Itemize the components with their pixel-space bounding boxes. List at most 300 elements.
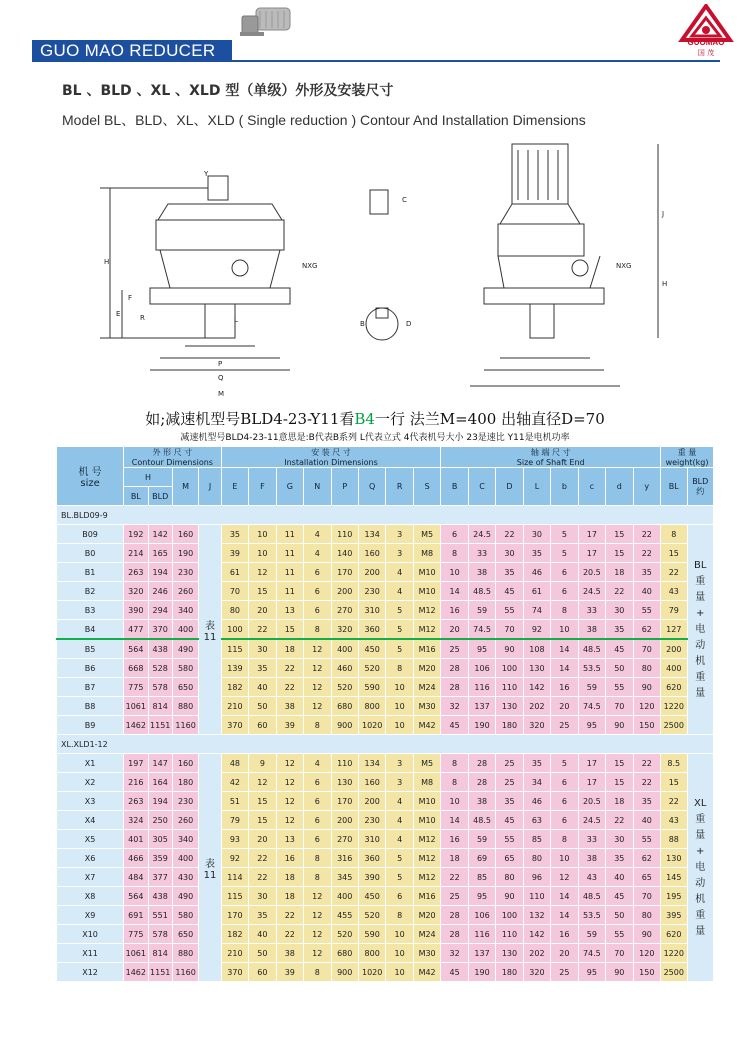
value-cell: 142 [148, 525, 172, 544]
value-cell: 62 [633, 620, 661, 640]
value-cell: 24.5 [578, 582, 605, 601]
value-cell: 106 [468, 906, 495, 925]
value-cell: 145 [661, 868, 687, 887]
value-cell: 25 [496, 773, 523, 792]
value-cell: 246 [148, 582, 172, 601]
value-cell: 520 [331, 678, 358, 697]
value-cell: 70 [606, 944, 633, 963]
value-cell: 1220 [661, 944, 687, 963]
header-col-d: D [496, 468, 523, 506]
value-cell: 390 [124, 601, 148, 620]
header-h: H [124, 468, 173, 487]
value-cell: 197 [124, 754, 148, 773]
value-cell: 400 [661, 659, 687, 678]
value-cell: 40 [249, 678, 276, 697]
value-cell: 170 [221, 906, 248, 925]
header-weight-en: weight(kg) [665, 458, 709, 467]
value-cell: 35 [496, 563, 523, 582]
value-cell: 10 [386, 678, 413, 697]
value-cell: 4 [304, 525, 331, 544]
value-cell: 80 [523, 849, 550, 868]
value-cell: 6 [551, 582, 578, 601]
value-cell: 6 [304, 563, 331, 582]
value-cell: 430 [172, 868, 198, 887]
value-cell: 200 [358, 563, 385, 582]
value-cell: 680 [331, 697, 358, 716]
value-cell: M12 [413, 868, 441, 887]
table-row [57, 830, 714, 849]
value-cell: 70 [606, 697, 633, 716]
value-cell: 170 [331, 792, 358, 811]
value-cell: 650 [172, 678, 198, 697]
value-cell: 1151 [148, 963, 172, 982]
value-cell: 28 [468, 773, 495, 792]
value-cell: 40 [606, 868, 633, 887]
value-cell: 55 [606, 925, 633, 944]
value-cell: 35 [606, 620, 633, 640]
label-h-right: H [662, 280, 668, 288]
value-cell: 55 [606, 678, 633, 697]
value-cell: 6 [551, 811, 578, 830]
value-cell: 160 [358, 773, 385, 792]
value-cell: 620 [661, 678, 687, 697]
value-cell: 370 [221, 716, 248, 735]
value-cell: 650 [172, 925, 198, 944]
header-weight-bld: BLD 约 [687, 468, 714, 506]
value-cell: 250 [148, 811, 172, 830]
value-cell: 165 [148, 544, 172, 563]
value-cell: M12 [413, 620, 441, 640]
value-cell: 110 [331, 525, 358, 544]
value-cell: 1462 [124, 716, 148, 735]
label-y: Y [204, 170, 209, 178]
value-cell: 20.5 [578, 563, 605, 582]
value-cell: 170 [331, 563, 358, 582]
value-cell: 164 [148, 773, 172, 792]
value-cell: 20.5 [578, 792, 605, 811]
size-cell: B1 [57, 563, 124, 582]
value-cell: 33 [578, 830, 605, 849]
value-cell: 10 [386, 716, 413, 735]
value-cell: 310 [358, 601, 385, 620]
table-header [57, 447, 714, 506]
value-cell: 20 [441, 620, 468, 640]
value-cell: 620 [661, 925, 687, 944]
value-cell: 230 [358, 811, 385, 830]
value-cell: 127 [661, 620, 687, 640]
table-row [57, 697, 714, 716]
value-cell: 5 [551, 525, 578, 544]
size-cell: B3 [57, 601, 124, 620]
value-cell: 74.5 [578, 944, 605, 963]
value-cell: 455 [331, 906, 358, 925]
value-cell: 16 [551, 925, 578, 944]
value-cell: 35 [221, 525, 248, 544]
value-cell: 15 [606, 754, 633, 773]
value-cell: 48.5 [578, 639, 605, 659]
label-c: C [402, 196, 407, 204]
header-col-f: F [249, 468, 276, 506]
value-cell: 180 [496, 963, 523, 982]
value-cell: 190 [468, 963, 495, 982]
size-cell: X11 [57, 944, 124, 963]
value-cell: 880 [172, 697, 198, 716]
value-cell: 12 [249, 563, 276, 582]
note-suffix: 一行 法兰M=400 出轴直径D=70 [374, 410, 605, 428]
value-cell: 132 [523, 906, 550, 925]
label-nxg: NXG [302, 262, 318, 270]
value-cell: 74.5 [468, 620, 495, 640]
value-cell: 4 [386, 792, 413, 811]
header-m: M [172, 468, 198, 506]
value-cell: 35 [633, 792, 661, 811]
value-cell: 900 [331, 963, 358, 982]
value-cell: 45 [441, 963, 468, 982]
value-cell: 53.5 [578, 659, 605, 678]
value-cell: 95 [578, 716, 605, 735]
label-b: B [360, 320, 365, 328]
header-col-d-small: d [606, 468, 633, 506]
table-group-row [57, 735, 714, 754]
table-row [57, 963, 714, 982]
value-cell: 6 [551, 773, 578, 792]
value-cell: M20 [413, 659, 441, 678]
value-cell: 22 [633, 773, 661, 792]
note-prefix: 如;减速机型号BLD4-23-Y11看 [145, 410, 355, 428]
value-cell: 92 [523, 620, 550, 640]
value-cell: 200 [358, 792, 385, 811]
value-cell: 18 [606, 563, 633, 582]
value-cell: 28 [441, 925, 468, 944]
value-cell: 1151 [148, 716, 172, 735]
value-cell: 578 [148, 925, 172, 944]
value-cell: 8 [386, 659, 413, 678]
value-cell: 4 [304, 754, 331, 773]
value-cell: 1160 [172, 716, 198, 735]
value-cell: 8 [304, 620, 331, 640]
value-cell: 61 [221, 563, 248, 582]
value-cell: 85 [468, 868, 495, 887]
value-cell: 182 [221, 925, 248, 944]
value-cell: 320 [523, 716, 550, 735]
value-cell: 35 [606, 849, 633, 868]
page-title-en: Model BL、BLD、XL、XLD ( Single reduction ) Contour And Installation Dimensions [62, 112, 586, 128]
value-cell: 200 [331, 582, 358, 601]
header-contour-cn: 外 形 尺 寸 [152, 448, 193, 457]
value-cell: 22 [276, 678, 303, 697]
value-cell: 450 [358, 639, 385, 659]
value-cell: 80 [633, 659, 661, 678]
value-cell: 110 [523, 887, 550, 906]
value-cell: 360 [358, 620, 385, 640]
value-cell: 4 [386, 830, 413, 849]
value-cell: 90 [606, 716, 633, 735]
value-cell: 55 [633, 830, 661, 849]
value-cell: 8 [551, 601, 578, 620]
value-cell: 1061 [124, 944, 148, 963]
value-cell: 33 [578, 601, 605, 620]
size-cell: B2 [57, 582, 124, 601]
brand-underline [232, 60, 720, 62]
value-cell: 10 [386, 944, 413, 963]
value-cell: 32 [441, 697, 468, 716]
size-cell: X10 [57, 925, 124, 944]
value-cell: 14 [551, 887, 578, 906]
table-row [57, 773, 714, 792]
value-cell: 48.5 [578, 887, 605, 906]
value-cell: 182 [221, 678, 248, 697]
value-cell: 216 [124, 773, 148, 792]
value-cell: 324 [124, 811, 148, 830]
value-cell: 45 [496, 582, 523, 601]
value-cell: 43 [578, 868, 605, 887]
label-e: E [116, 310, 121, 318]
value-cell: 9 [249, 754, 276, 773]
value-cell: 194 [148, 563, 172, 582]
label-h: H [104, 258, 110, 266]
value-cell: 50 [249, 697, 276, 716]
value-cell: 28 [441, 906, 468, 925]
size-cell: B9 [57, 716, 124, 735]
table-body [57, 506, 714, 982]
value-cell: 520 [358, 906, 385, 925]
value-cell: 17 [578, 754, 605, 773]
value-cell: 38 [578, 620, 605, 640]
value-cell: 39 [276, 963, 303, 982]
value-cell: 30 [606, 601, 633, 620]
value-cell: 1220 [661, 697, 687, 716]
value-cell: 30 [249, 639, 276, 659]
value-cell: 490 [172, 887, 198, 906]
value-cell: 40 [633, 811, 661, 830]
value-cell: 74 [523, 601, 550, 620]
value-cell: 11 [276, 544, 303, 563]
value-cell: 8.5 [661, 754, 687, 773]
value-cell: 12 [304, 659, 331, 678]
value-cell: 15 [249, 811, 276, 830]
value-cell: 150 [633, 963, 661, 982]
value-cell: 32 [441, 944, 468, 963]
value-cell: 8 [304, 963, 331, 982]
value-cell: 16 [441, 830, 468, 849]
value-cell: 14 [551, 906, 578, 925]
table-row [57, 620, 714, 640]
value-cell: 50 [606, 906, 633, 925]
value-cell: 45 [496, 811, 523, 830]
value-cell: 142 [523, 925, 550, 944]
value-cell: 814 [148, 944, 172, 963]
value-cell: 35 [633, 563, 661, 582]
value-cell: 30 [496, 544, 523, 563]
value-cell: 63 [523, 811, 550, 830]
value-cell: M10 [413, 563, 441, 582]
header-install-cn: 安 装 尺 寸 [311, 448, 351, 457]
value-cell: 40 [249, 925, 276, 944]
value-cell: M16 [413, 887, 441, 906]
value-cell: 10 [441, 563, 468, 582]
value-cell: 390 [358, 868, 385, 887]
table-row [57, 678, 714, 697]
header-shaft-en: Size of Shaft End [516, 458, 585, 467]
value-cell: 18 [276, 639, 303, 659]
value-cell: 680 [331, 944, 358, 963]
value-cell: 230 [358, 582, 385, 601]
value-cell: 5 [551, 544, 578, 563]
logo-text: GUOMAO [687, 38, 725, 47]
value-cell: 110 [496, 925, 523, 944]
value-cell: 6 [551, 792, 578, 811]
value-cell: 12 [551, 868, 578, 887]
value-cell: 100 [496, 659, 523, 678]
value-cell: 38 [276, 697, 303, 716]
value-cell: 95 [468, 639, 495, 659]
header-weight-cn: 重 量 [677, 448, 697, 457]
value-cell: 59 [578, 925, 605, 944]
header-contour [124, 447, 222, 468]
value-cell: 93 [221, 830, 248, 849]
value-cell: 8 [304, 868, 331, 887]
value-cell: 38 [468, 563, 495, 582]
value-cell: 22 [249, 868, 276, 887]
value-cell: 3 [386, 525, 413, 544]
value-cell: 14 [441, 582, 468, 601]
value-cell: 90 [633, 925, 661, 944]
value-cell: 69 [468, 849, 495, 868]
value-cell: 55 [496, 830, 523, 849]
value-cell: 90 [496, 639, 523, 659]
size-cell: X2 [57, 773, 124, 792]
j-reference-cell: 表 11 [199, 525, 221, 735]
value-cell: 40 [633, 582, 661, 601]
header-col-l: L [523, 468, 550, 506]
value-cell: 202 [523, 944, 550, 963]
header-col-b-small: b [551, 468, 578, 506]
value-cell: 270 [331, 830, 358, 849]
value-cell: 520 [331, 925, 358, 944]
value-cell: M24 [413, 678, 441, 697]
value-cell: 263 [124, 563, 148, 582]
header-col-p: P [331, 468, 358, 506]
size-cell: X9 [57, 906, 124, 925]
value-cell: 214 [124, 544, 148, 563]
header-h-bld: BLD [148, 487, 172, 506]
header-size-cn: 机 号 [78, 467, 102, 478]
value-cell: 22 [441, 868, 468, 887]
value-cell: 6 [386, 887, 413, 906]
value-cell: 12 [276, 792, 303, 811]
header-col-n: N [304, 468, 331, 506]
value-cell: 230 [172, 563, 198, 582]
value-cell: 25 [441, 639, 468, 659]
value-cell: 18 [606, 792, 633, 811]
value-cell: 43 [661, 811, 687, 830]
value-cell: 15 [606, 525, 633, 544]
value-cell: 22 [249, 849, 276, 868]
value-cell: 53.5 [578, 906, 605, 925]
value-cell: 4 [386, 811, 413, 830]
value-cell: 15 [661, 544, 687, 563]
header-contour-en: Contour Dimensions [131, 458, 213, 467]
header-install-en: Installation Dimensions [284, 458, 378, 467]
value-cell: 30 [249, 887, 276, 906]
value-cell: M30 [413, 697, 441, 716]
value-cell: 12 [304, 944, 331, 963]
size-cell: B8 [57, 697, 124, 716]
value-cell: 200 [661, 639, 687, 659]
value-cell: 6 [304, 830, 331, 849]
value-cell: 340 [172, 601, 198, 620]
value-cell: 22 [276, 925, 303, 944]
value-cell: 20 [249, 601, 276, 620]
value-cell: 22 [633, 754, 661, 773]
value-cell: 580 [172, 659, 198, 678]
header-col-b: B [441, 468, 468, 506]
value-cell: 22 [496, 525, 523, 544]
value-cell: 137 [468, 697, 495, 716]
value-cell: 30 [523, 525, 550, 544]
size-cell: X7 [57, 868, 124, 887]
table-group-row [57, 506, 714, 525]
header-shaft [441, 447, 661, 468]
header-col-q: Q [358, 468, 385, 506]
value-cell: 14 [551, 639, 578, 659]
value-cell: 46 [523, 563, 550, 582]
value-cell: 59 [468, 601, 495, 620]
value-cell: M42 [413, 963, 441, 982]
value-cell: 230 [172, 792, 198, 811]
value-cell: 10 [386, 925, 413, 944]
value-cell: 110 [496, 678, 523, 697]
value-cell: 35 [496, 792, 523, 811]
value-cell: 12 [249, 773, 276, 792]
value-cell: 137 [468, 944, 495, 963]
value-cell: 1061 [124, 697, 148, 716]
value-cell: 25 [441, 887, 468, 906]
value-cell: 15 [276, 620, 303, 640]
value-cell: 691 [124, 906, 148, 925]
value-cell: 80 [496, 868, 523, 887]
value-cell: M20 [413, 906, 441, 925]
label-f: F [128, 294, 133, 302]
value-cell: 2500 [661, 963, 687, 982]
value-cell: 60 [249, 716, 276, 735]
value-cell: 120 [633, 697, 661, 716]
value-cell: 22 [606, 582, 633, 601]
table-row [57, 716, 714, 735]
header-col-r: R [386, 468, 413, 506]
label-r: R [140, 314, 145, 322]
value-cell: 800 [358, 697, 385, 716]
value-cell: 6 [304, 601, 331, 620]
value-cell: M10 [413, 582, 441, 601]
value-cell: 80 [221, 601, 248, 620]
table-row [57, 639, 714, 659]
value-cell: 100 [496, 906, 523, 925]
value-cell: 115 [221, 887, 248, 906]
table-row [57, 868, 714, 887]
value-cell: 43 [661, 582, 687, 601]
value-cell: 130 [496, 697, 523, 716]
value-cell: M10 [413, 811, 441, 830]
value-cell: 15 [249, 582, 276, 601]
group-label: BL.BLD09-9 [57, 506, 714, 525]
value-cell: 130 [661, 849, 687, 868]
value-cell: 48 [221, 754, 248, 773]
value-cell: 320 [523, 963, 550, 982]
value-cell: 12 [304, 906, 331, 925]
value-cell: M16 [413, 639, 441, 659]
value-cell: 130 [496, 944, 523, 963]
